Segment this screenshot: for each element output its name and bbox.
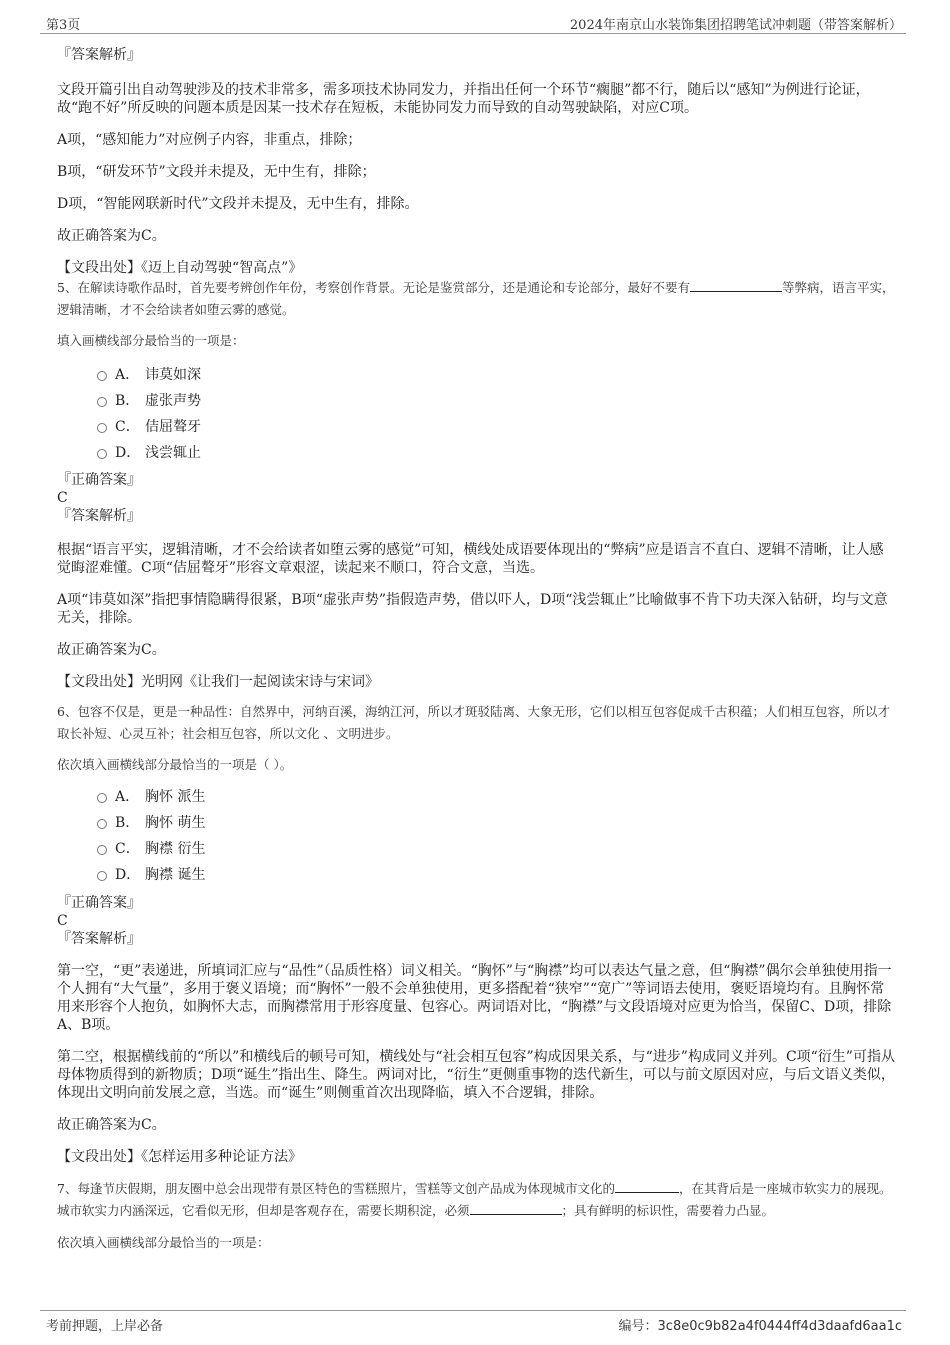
option-text: 胸襟 诞生 [145,867,206,883]
header-divider [40,33,906,34]
question-stem-part: 5、在解读诗歌作品时，首先要考辨创作年份，考察创作背景。无论是鉴赏部分，还是通论和专论部分，最好不要有 [57,280,690,295]
analysis-label: 『答案解析』 [57,47,141,63]
question-stem [57,1178,897,1222]
radio-button[interactable] [97,423,107,433]
question-stem: 6、包容不仅是，更是一种品性：自然界中，河纳百溪，海纳江河，所以才斑驳陆离、大象无形，它们以相互包容促成千古积蕴；人们相互包容，所以才取长补短、心灵互补；社会相互包容，所以文化 、文明进步。 [57,704,890,741]
conclusion: 故正确答案为C。 [57,1117,166,1133]
options-list [57,784,897,888]
fill-blank [690,279,782,292]
analysis-paragraph: B项，“研发环节”文段并未提及，无中生有，排除； [57,164,376,180]
option-text: 胸襟 衍生 [145,841,206,857]
analysis-label: 『答案解析』 [57,508,141,524]
option-c[interactable] [57,414,897,440]
radio-button[interactable] [97,371,107,381]
correct-answer: C [57,490,68,506]
option-text: 浅尝辄止 [145,445,201,461]
document-title: 2024年南京山水装饰集团招聘笔试冲刺题（带答案解析） [569,18,902,33]
question-stem-part: 等弊病，语言平实，逻辑清晰，才不会给读者如堕云雾的感觉。 [57,280,895,317]
option-a[interactable] [57,784,897,810]
option-a[interactable] [57,362,897,388]
document-code [619,1315,902,1334]
option-label: B． [115,393,140,409]
page-number: 第3页 [46,18,81,33]
question-stem-part: ，在其背后是一座城市软实力的展现。城市软实力内涵深远，它看似无形，但却是客观存在，需要长期积淀，必须 [57,1181,892,1218]
question-prompt: 依次填入画横线部分最恰当的一项是（ ）。 [57,757,293,772]
option-text: 虚张声势 [145,393,201,409]
radio-button[interactable] [97,449,107,459]
footer-slogan: 考前押题，上岸必备 [46,1319,164,1334]
source: 【文段出处】《迈上自动驾驶“智高点”》 [57,260,303,276]
question-stem-part: 7、每逢节庆假期，朋友圈中总会出现带有景区特色的雪糕照片，雪糕等文创产品成为体现城市文化的 [57,1181,615,1196]
option-d[interactable] [57,862,897,888]
radio-button[interactable] [97,845,107,855]
footer-divider [40,1310,906,1311]
analysis-paragraph: A项，“感知能力”对应例子内容，非重点，排除； [57,132,362,148]
option-label: D． [115,867,141,883]
conclusion: 故正确答案为C。 [57,228,166,244]
code-value: 3c8e0c9b82a4f0444ff4d3daafd6aa1c [657,1319,902,1334]
analysis-paragraph: 根据“语言平实，逻辑清晰，才不会给读者如堕云雾的感觉”可知，横线处成语要体现出的“弊病”应是语言不直白、逻辑不清晰，让人感觉晦涩难懂。C项“佶屈聱牙”形容文章艰涩，读起来不顺口，符合文意，当选。 [57,542,884,576]
radio-button[interactable] [97,793,107,803]
option-b[interactable] [57,810,897,836]
analysis-paragraph: 文段开篇引出自动驾驶涉及的技术非常多，需多项技术协同发力，并指出任何一个环节“瘸腿”都不行，随后以“感知”为例进行论证，故“跑不好”所反映的问题本质是因某一技术存在短板，未能协同发力而导致的自动驾驶缺陷，对应C项。 [57,82,870,116]
fill-blank [470,1202,562,1215]
option-text: 胸怀 派生 [145,789,206,805]
option-label: D． [115,445,141,461]
correct-answer: C [57,913,68,929]
radio-button[interactable] [97,871,107,881]
option-d[interactable] [57,440,897,466]
option-text: 讳莫如深 [145,367,201,383]
option-label: A． [115,789,140,805]
radio-button[interactable] [97,397,107,407]
option-text: 胸怀 萌生 [145,815,206,831]
option-label: C． [115,841,140,857]
conclusion: 故正确答案为C。 [57,642,166,658]
code-label: 编号： [618,1319,658,1334]
question-stem [57,277,897,321]
question-stem-part: ；具有鲜明的标识性，需要着力凸显。 [561,1203,775,1218]
analysis-paragraph: 第一空，“更”表递进，所填词汇应与“品性”（品质性格）词义相关。“胸怀”与“胸襟”均可以表达气量之意，但“胸襟”偶尔会单独使用指一个人拥有“大气量”，多用于褒义语境；而“胸怀”一般不会单独使用，更多搭配着“狭窄”“宽广”等词语去使用，褒贬语境均有。且胸怀常用来形容个人抱负，如胸怀大志，而胸襟常用于形容度量、包容心。两词语对比，“胸襟”与文段语境对应更为恰当，保留C、D项，排除A、B项。 [57,963,892,1033]
page-header [0,0,950,34]
options-list [57,362,897,466]
source: 【文段出处】光明网《让我们一起阅读宋诗与宋词》 [57,674,379,690]
option-b[interactable] [57,388,897,414]
question-prompt: 填入画横线部分最恰当的一项是： [57,333,245,348]
source: 【文段出处】《怎样运用多种论证方法》 [57,1149,302,1165]
option-label: C． [115,419,140,435]
question-prompt: 依次填入画横线部分最恰当的一项是： [57,1235,270,1250]
analysis-paragraph: 第二空，根据横线前的“所以”和横线后的顿号可知，横线处与“社会相互包容”构成因果关系，与“进步”构成同义并列。C项“衍生”可指从母体物质得到的新物质；D项“诞生”指出生、降生。两词对比，“衍生”更侧重事物的迭代新生，可以与前文原因对应，与后文语义类似，体现出文明向前发展之意，当选。而“诞生”则侧重首次出现降临，填入不合逻辑，排除。 [57,1049,895,1101]
option-c[interactable] [57,836,897,862]
analysis-label: 『答案解析』 [57,931,141,947]
option-label: A． [115,367,140,383]
analysis-paragraph: A项“讳莫如深”指把事情隐瞒得很紧，B项“虚张声势”指假造声势，借以吓人，D项“浅尝辄止”比喻做事不肯下功夫深入钻研，均与文意无关，排除。 [57,592,888,626]
option-label: B． [115,815,140,831]
analysis-paragraph: D项，“智能网联新时代”文段并未提及，无中生有，排除。 [57,196,419,212]
correct-answer-label: 『正确答案』 [57,472,141,488]
option-text: 佶屈聱牙 [145,419,201,435]
radio-button[interactable] [97,819,107,829]
fill-blank [615,1180,679,1193]
correct-answer-label: 『正确答案』 [57,895,141,911]
document-body [57,46,897,1254]
